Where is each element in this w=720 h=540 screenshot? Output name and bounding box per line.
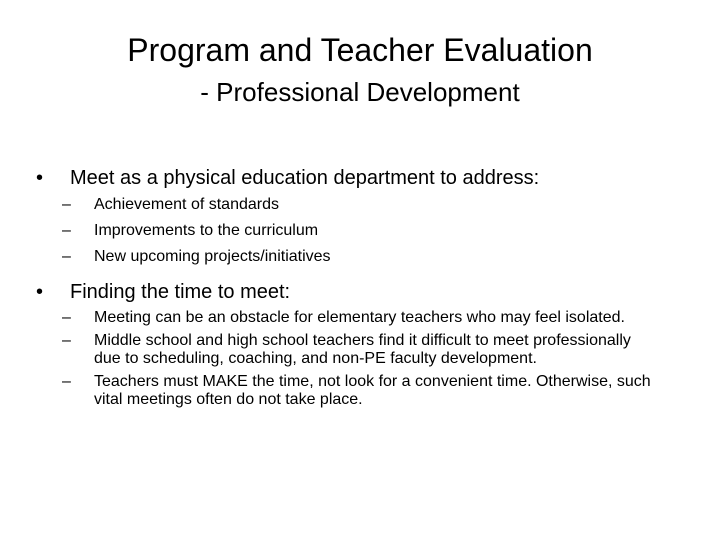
sub-item bbox=[62, 247, 676, 267]
sub-marker: – bbox=[62, 196, 71, 213]
bullet-text: Finding the time to meet: bbox=[70, 281, 291, 303]
sub-item-text: Meeting can be an obstacle for elementary teachers who may feel isolated. bbox=[94, 309, 625, 326]
sub-item-text: Improvements to the curriculum bbox=[94, 222, 319, 239]
sub-marker: – bbox=[62, 222, 71, 239]
slide-title: Program and Teacher Evaluation bbox=[127, 32, 593, 68]
bullet-marker: • bbox=[36, 281, 44, 303]
sub-marker: – bbox=[62, 309, 71, 326]
bullet-group-meet bbox=[36, 163, 676, 267]
sub-item bbox=[62, 195, 676, 215]
bullet-text: Meet as a physical education department to address: bbox=[70, 167, 540, 189]
bullet-group-time bbox=[36, 277, 676, 409]
bullet-meet bbox=[36, 163, 676, 193]
sub-item bbox=[62, 332, 662, 368]
slide-subtitle: - Professional Development bbox=[200, 77, 520, 107]
sub-item bbox=[62, 309, 662, 327]
sub-item-text: Achievement of standards bbox=[94, 196, 279, 213]
sub-item-text: New upcoming projects/initiatives bbox=[94, 248, 331, 265]
bullet-marker: • bbox=[36, 167, 44, 189]
sub-marker: – bbox=[62, 248, 71, 265]
sub-list-time bbox=[62, 309, 662, 409]
sub-marker: – bbox=[62, 373, 71, 390]
sub-item-text: Teachers must MAKE the time, not look for a convenient time. Otherwise, such vital meetings often do not take place. bbox=[94, 373, 651, 408]
sub-item-text: Middle school and high school teachers find it difficult to meet professionally due to scheduling, coaching, and non-PE faculty development. bbox=[94, 332, 631, 367]
slide-content bbox=[36, 163, 676, 419]
sub-list-meet bbox=[62, 195, 676, 267]
sub-marker: – bbox=[62, 332, 71, 349]
bullet-time bbox=[36, 277, 676, 307]
sub-item bbox=[62, 373, 662, 409]
sub-item bbox=[62, 221, 676, 241]
